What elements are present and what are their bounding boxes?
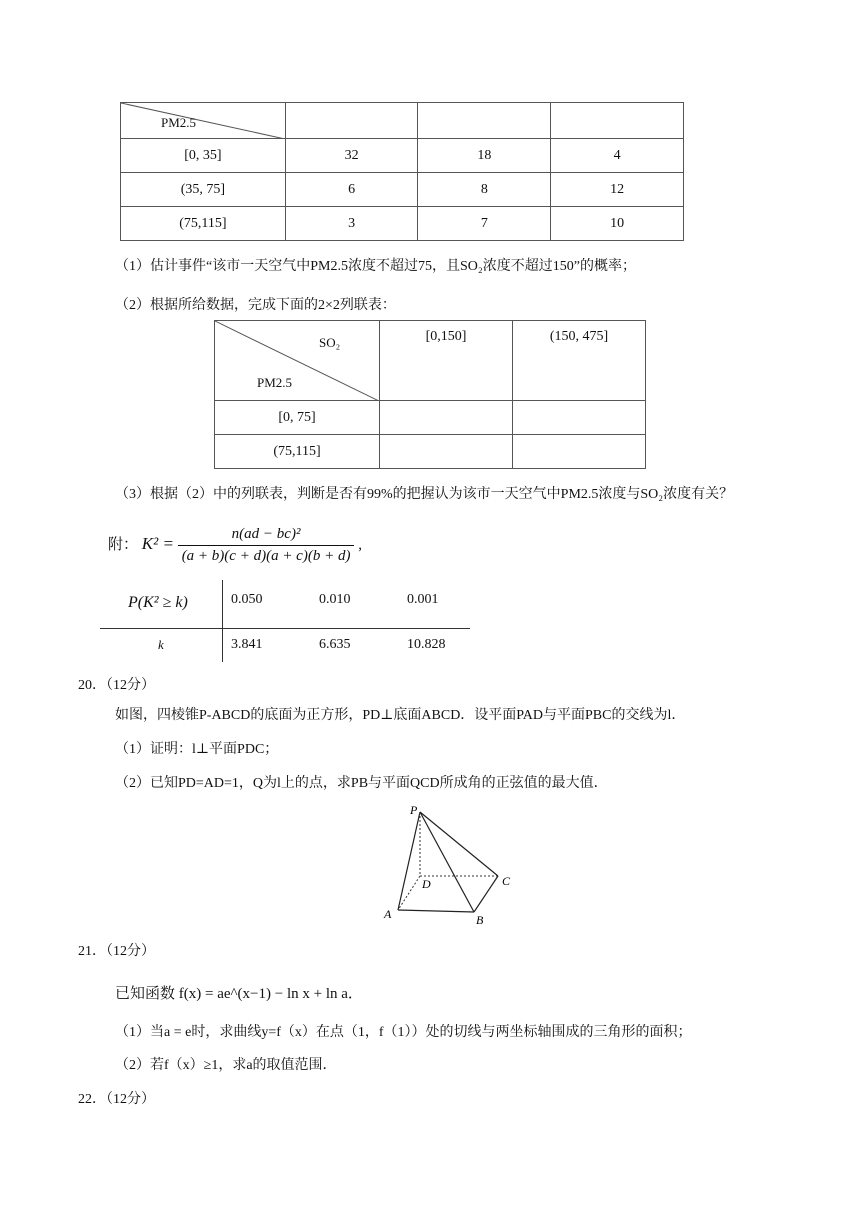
cell: 18 xyxy=(418,139,551,173)
pyramid-figure xyxy=(378,800,528,930)
k-row-value: 10.828 xyxy=(407,637,446,652)
label-P: P xyxy=(410,803,418,817)
k-row-label: k xyxy=(158,637,164,652)
corner-bottom-label: PM2.5 xyxy=(257,375,293,390)
label-C: C xyxy=(502,874,511,888)
label-D: D xyxy=(422,877,431,891)
row-label: [0, 35] xyxy=(121,139,286,173)
question-2: （2）根据所给数据，完成下面的2×2列联表： xyxy=(115,298,396,313)
corner-top-label: SO₂ xyxy=(319,335,341,350)
table-corner-cell xyxy=(121,103,286,139)
header-cell xyxy=(285,103,418,139)
k-header-value: 0.050 xyxy=(231,592,263,607)
k-header-value: 0.010 xyxy=(319,592,351,607)
k-row-value: 6.635 xyxy=(319,637,351,652)
table-row xyxy=(215,435,646,469)
table-row xyxy=(215,401,646,435)
table-row xyxy=(121,207,684,241)
row-label: (75,115] xyxy=(215,435,380,469)
label-A: A xyxy=(384,907,392,921)
cell: 4 xyxy=(551,139,684,173)
problem-22-number: 22．（12分） xyxy=(78,1092,155,1107)
problem-20-sub1: （1）证明：l⊥平面PDC； xyxy=(115,742,279,757)
problem-21-sub1: （1）当a = e时，求曲线y=f（x）在点（1，f（1））处的切线与两坐标轴围成的三角形的面积； xyxy=(115,1025,692,1040)
k-header-value: 0.001 xyxy=(407,592,439,607)
k-row-value: 3.841 xyxy=(231,637,263,652)
column-header: [0,150] xyxy=(380,321,513,401)
problem-21-intro: 已知函数 f(x) = ae^(x−1) − ln x + ln a． xyxy=(115,986,363,1002)
cell xyxy=(513,435,646,469)
pm-so2-table xyxy=(120,102,684,241)
problem-20-sub2: （2）已知PD=AD=1，Q为l上的点，求PB与平面QCD所成角的正弦值的最大值． xyxy=(115,776,608,791)
formula-numerator: n(ad − bc)² xyxy=(178,526,355,546)
cell: 8 xyxy=(418,173,551,207)
row-label: (75,115] xyxy=(121,207,286,241)
cell: 10 xyxy=(551,207,684,241)
header-cell xyxy=(551,103,684,139)
problem-21-number: 21．（12分） xyxy=(78,944,155,959)
problem-20-number: 20．（12分） xyxy=(78,678,155,693)
corner-label: PM2.5 xyxy=(161,115,197,130)
formula-suffix: , xyxy=(358,536,362,553)
formula-denominator: (a + b)(c + d)(a + c)(b + d) xyxy=(181,548,351,564)
formula-prefix: 附： xyxy=(108,536,139,553)
diagonal-line xyxy=(215,321,379,401)
formula-lhs: K² = xyxy=(141,533,174,553)
cell: 7 xyxy=(418,207,551,241)
cell xyxy=(380,435,513,469)
cell: 6 xyxy=(285,173,418,207)
cell: 32 xyxy=(285,139,418,173)
question-3: （3）根据（2）中的列联表，判断是否有99%的把握认为该市一天空气中PM2.5浓度与SO₂浓度有关？ xyxy=(115,487,734,502)
label-B: B xyxy=(476,913,484,927)
row-label: [0, 75] xyxy=(215,401,380,435)
cell xyxy=(513,401,646,435)
table-corner-cell xyxy=(215,321,380,401)
header-cell xyxy=(418,103,551,139)
cell xyxy=(380,401,513,435)
k-table-vdivider xyxy=(222,580,223,662)
problem-20-intro: 如图，四棱锥P-ABCD的底面为正方形，PD⊥底面ABCD．设平面PAD与平面PBC的交线为l． xyxy=(115,708,686,723)
column-header: (150, 475] xyxy=(513,321,646,401)
k-table-divider xyxy=(100,628,470,629)
formula xyxy=(108,526,362,565)
cell: 3 xyxy=(285,207,418,241)
diagonal-line xyxy=(121,103,285,139)
table-row xyxy=(121,139,684,173)
cell: 12 xyxy=(551,173,684,207)
k-table xyxy=(100,580,470,662)
table-row xyxy=(121,173,684,207)
problem-21-sub2: （2）若f（x）≥1，求a的取值范围． xyxy=(115,1058,337,1073)
question-1: （1）估计事件“该市一天空气中PM2.5浓度不超过75，且SO₂浓度不超过150”的概率； xyxy=(115,259,636,274)
row-label: (35, 75] xyxy=(121,173,286,207)
formula-fraction xyxy=(178,526,355,565)
contingency-table xyxy=(214,320,646,469)
k-header-label: P(K² ≥ k) xyxy=(128,594,188,611)
